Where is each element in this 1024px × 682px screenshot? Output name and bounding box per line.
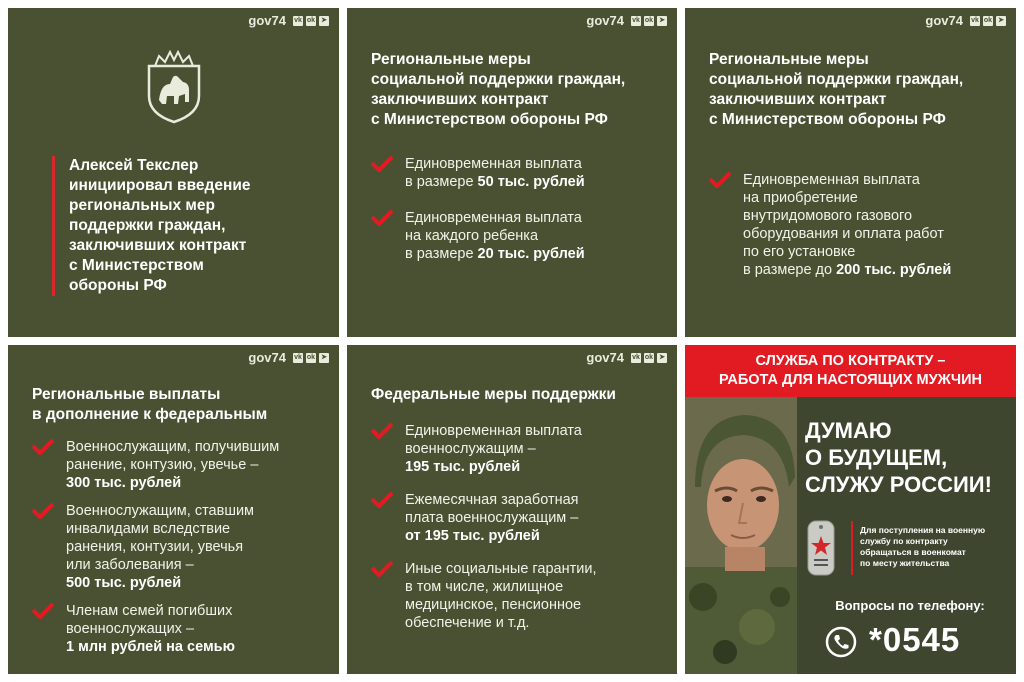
benefit-line: Военнослужащим, ставшим (66, 503, 255, 519)
slogan-line: ДУМАЮ (805, 418, 892, 443)
checkmark-icon (32, 603, 54, 619)
benefit-line: Единовременная выплата (743, 172, 920, 188)
benefit-amount: 50 тыс. рублей (477, 174, 585, 190)
benefit-line: на каждого ребенка (405, 228, 539, 244)
benefit-line: обеспечение и т.д. (405, 615, 530, 631)
heading-line: социальной поддержки граждан, (371, 71, 626, 88)
benefit-line: или заболевания – (66, 557, 194, 573)
card-regional-measures-payments (347, 8, 677, 337)
heading-line: в дополнение к федеральным (32, 406, 268, 423)
brand-name[interactable]: gov74 (586, 350, 624, 365)
benefit-amount: 500 тыс. рублей (66, 575, 182, 591)
checkmark-icon (371, 156, 393, 172)
chelyabinsk-coat-of-arms-icon (143, 50, 205, 124)
brand-name[interactable]: gov74 (248, 13, 286, 28)
telegram-icon[interactable]: ➤ (996, 16, 1006, 26)
card-contract-service-poster (685, 345, 1016, 674)
telegram-icon[interactable]: ➤ (319, 353, 329, 363)
checkmark-icon (371, 423, 393, 439)
benefit-line: ранения, контузии, увечья (66, 539, 244, 555)
brand-name[interactable]: gov74 (248, 350, 286, 365)
info-line: по месту жительства (860, 558, 950, 568)
benefit-list (709, 171, 1006, 295)
benefit-item (371, 491, 667, 545)
benefit-line: по его установке (743, 244, 856, 260)
benefit-item (32, 438, 329, 492)
checkmark-icon (32, 439, 54, 455)
benefit-list (32, 438, 329, 672)
telegram-icon[interactable]: ➤ (657, 16, 667, 26)
card-heading (371, 385, 665, 405)
benefit-line: Членам семей погибших (66, 603, 233, 619)
quote-line: региональных мер (69, 197, 215, 214)
vk-icon[interactable]: vk (632, 353, 640, 361)
benefit-line: внутридомового газового (743, 208, 913, 224)
benefit-line: Единовременная выплата (405, 423, 582, 439)
slogan-line: О БУДУЩЕМ, (805, 445, 948, 470)
benefit-list (371, 155, 667, 279)
slogan-line: СЛУЖУ РОССИИ! (805, 472, 992, 497)
brand-name[interactable]: gov74 (586, 13, 624, 28)
quote-line: поддержки граждан, (69, 217, 226, 234)
benefit-line: медицинское, пенсионное (405, 597, 582, 613)
phone-number[interactable]: *0545 (869, 621, 961, 658)
benefit-item (709, 171, 1006, 279)
ok-icon[interactable]: ok (644, 353, 654, 361)
benefit-amount: 300 тыс. рублей (66, 475, 182, 491)
benefit-item (371, 209, 667, 263)
brand-header (925, 13, 1006, 28)
checkmark-icon (371, 492, 393, 508)
checkmark-icon (371, 210, 393, 226)
brand-header (248, 13, 329, 28)
banner-line: СЛУЖБА ПО КОНТРАКТУ – (755, 353, 946, 369)
slogan (805, 417, 992, 498)
benefit-item (371, 155, 667, 191)
benefit-amount-line: в размере до 200 тыс. рублей (743, 262, 952, 278)
vk-icon[interactable]: vk (971, 16, 979, 24)
questions-label: Вопросы по телефону: (835, 598, 985, 613)
brand-header (586, 350, 667, 365)
card-regional-measures-gas (685, 8, 1016, 337)
quote-line: заключивших контракт (69, 237, 247, 254)
benefit-amount-line (66, 474, 329, 492)
ok-icon[interactable]: ok (306, 16, 316, 24)
checkmark-icon (32, 503, 54, 519)
benefit-amount: 200 тыс. рублей (836, 262, 952, 278)
benefit-line: на приобретение (743, 190, 858, 206)
ok-icon[interactable]: ok (306, 353, 316, 361)
benefit-item (371, 422, 667, 476)
benefit-amount-line (66, 574, 329, 592)
heading-line: заключивших контракт (709, 91, 887, 108)
banner-line: РАБОТА ДЛЯ НАСТОЯЩИХ МУЖЧИН (718, 372, 983, 388)
benefit-line: Единовременная выплата (405, 156, 582, 172)
brand-header (586, 13, 667, 28)
benefit-amount-line (66, 638, 329, 656)
checkmark-icon (709, 172, 731, 188)
ok-icon[interactable]: ok (983, 16, 993, 24)
phone-icon[interactable] (825, 626, 857, 658)
benefit-list (371, 422, 667, 648)
vk-icon[interactable]: vk (632, 16, 640, 24)
heading-line: социальной поддержки граждан, (709, 71, 964, 88)
governor-quote (52, 156, 329, 296)
contract-banner (685, 345, 1016, 397)
benefit-line: военнослужащим – (405, 441, 536, 457)
benefit-line: плата военнослужащим – (405, 510, 579, 526)
benefit-amount-line: в размере 20 тыс. рублей (405, 246, 585, 262)
benefit-item (32, 502, 329, 592)
red-divider (851, 521, 853, 575)
benefit-line: Иные социальные гарантии, (405, 561, 597, 577)
quote-line: Алексей Текслер (69, 157, 199, 174)
benefit-amount: 20 тыс. рублей (477, 246, 585, 262)
heading-line: Региональные меры (709, 51, 869, 68)
benefit-line: инвалидами вследствие (66, 521, 231, 537)
brand-header (248, 350, 329, 365)
vk-icon[interactable]: vk (294, 353, 302, 361)
info-line: Для поступления на военную (860, 525, 986, 535)
benefit-amount-line (405, 458, 667, 476)
benefit-line: Ежемесячная заработная (405, 492, 579, 508)
benefit-line: военнослужащих – (66, 621, 195, 637)
benefit-amount: от 195 тыс. рублей (405, 528, 540, 544)
telegram-icon[interactable]: ➤ (657, 353, 667, 363)
benefit-item (32, 602, 329, 656)
benefit-line: ранение, контузию, увечье – (66, 457, 259, 473)
heading-line: заключивших контракт (371, 91, 549, 108)
benefit-line: Единовременная выплата (405, 210, 582, 226)
card-heading (371, 50, 665, 130)
checkmark-icon (371, 561, 393, 577)
heading-line: Федеральные меры поддержки (371, 386, 616, 403)
benefit-line: Военнослужащим, получившим (66, 439, 280, 455)
quote-line: инициировал введение (69, 177, 251, 194)
benefit-amount-line: в размере 50 тыс. рублей (405, 174, 585, 190)
info-line: обращаться в военкомат (860, 547, 966, 557)
benefit-item (371, 560, 667, 632)
benefit-amount-line (405, 527, 667, 545)
heading-line: с Министерством обороны РФ (709, 111, 946, 128)
brand-name[interactable]: gov74 (925, 13, 963, 28)
quote-line: с Министерством (69, 257, 204, 274)
enlistment-info (860, 525, 1008, 569)
quote-line: обороны РФ (69, 277, 167, 294)
heading-line: Региональные меры (371, 51, 531, 68)
card-heading (32, 385, 327, 425)
card-federal-measures (347, 345, 677, 674)
info-line: службу по контракту (860, 536, 948, 546)
benefit-amount: 1 млн рублей на семью (66, 639, 235, 655)
ok-icon[interactable]: ok (644, 16, 654, 24)
card-governor-quote (8, 8, 339, 337)
soldier-photo (685, 397, 797, 674)
benefit-amount: 195 тыс. рублей (405, 459, 521, 475)
benefit-line: в том числе, жилищное (405, 579, 564, 595)
army-dog-tag-icon (807, 520, 835, 576)
vk-icon[interactable]: vk (294, 16, 302, 24)
heading-line: с Министерством обороны РФ (371, 111, 608, 128)
benefit-line: оборудования и оплата работ (743, 226, 944, 242)
telegram-icon[interactable]: ➤ (319, 16, 329, 26)
heading-line: Региональные выплаты (32, 386, 221, 403)
card-regional-payments (8, 345, 339, 674)
card-heading (709, 50, 1004, 130)
